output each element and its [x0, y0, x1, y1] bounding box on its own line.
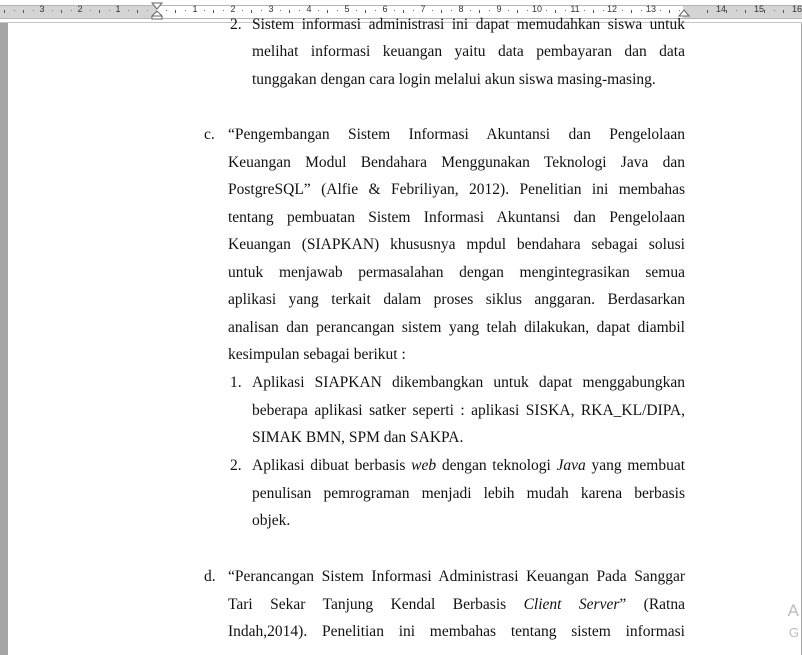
ruler-tick [593, 10, 594, 13]
ruler-tick [280, 10, 281, 11]
list-number: 2. [230, 457, 242, 474]
side-letter: G [788, 625, 799, 640]
ruler-number: 16 [791, 4, 802, 14]
ruler-tick [527, 10, 528, 11]
ruler-tick [337, 10, 338, 11]
ruler-tick [451, 10, 452, 11]
ruler-number: 8 [458, 4, 464, 14]
ruler-number: 1 [115, 4, 121, 14]
ruler-tick [23, 10, 24, 13]
ruler-tick [61, 10, 62, 13]
ruler-tick [185, 10, 186, 11]
ruler-number: 5 [344, 4, 350, 14]
ruler-number: 7 [420, 4, 426, 14]
left-gutter [0, 23, 8, 655]
ruler-number: 9 [496, 4, 502, 14]
paragraph-line: melihat informasi keuangan yaitu data pembayaran dan data [252, 43, 685, 60]
ruler-tick [736, 10, 737, 11]
ruler-tick [764, 10, 765, 13]
ruler-tick [584, 10, 585, 11]
ruler-number: 14 [715, 4, 727, 14]
ruler-tick [71, 10, 72, 11]
paragraph-line [252, 456, 685, 476]
ruler-tick [508, 10, 509, 11]
paragraph-line: aplikasi yang terkait dalam proses siklus anggaran. Berdasarkan [228, 291, 685, 308]
paragraph-line: “Pengembangan Sistem Informasi Akuntansi dan Pengelolaan [228, 126, 685, 143]
ruler-number: 12 [606, 4, 618, 14]
ruler-tick [213, 10, 214, 13]
ruler-tick [403, 10, 404, 13]
ruler-tick [603, 10, 604, 11]
ruler-tick [204, 10, 205, 11]
side-letter: A [787, 601, 799, 620]
paragraph-line: kesimpulan sebagai berikut : [228, 346, 406, 363]
paragraph-line: penulisan pemrograman menjadi lebih mudah karena berbasis [252, 485, 685, 502]
ruler-tick [555, 10, 556, 13]
ruler-tick [707, 10, 708, 13]
ruler-tick [251, 10, 252, 13]
ruler-number: 6 [382, 4, 388, 14]
ruler-tick [175, 10, 176, 13]
paragraph-line: tunggakan dengan cara login melalui akun siswa masing-masing. [252, 71, 656, 88]
ruler-tick [375, 10, 376, 11]
ruler-tick [565, 10, 566, 11]
list-number: 1. [230, 374, 242, 391]
ruler-tick [90, 10, 91, 11]
document-page[interactable] [8, 16, 801, 655]
ruler-tick [517, 10, 518, 13]
paragraph-line: Indah,2014). Penelitian ini membahas tentang sistem informasi [228, 623, 685, 640]
ruler-tick [261, 10, 262, 11]
ruler-tick [223, 10, 224, 11]
ruler-tick [52, 10, 53, 11]
ruler-number: 10 [531, 4, 543, 14]
paragraph-line: Sistem informasi administrasi ini dapat memudahkan siswa untuk [252, 16, 685, 33]
ruler-tick [470, 10, 471, 11]
ruler-tick [109, 10, 110, 11]
ruler-number: 1 [192, 4, 198, 14]
ruler-tick [365, 10, 366, 13]
ruler-tick [242, 10, 243, 11]
paragraph-line [228, 595, 685, 615]
ruler-tick [4, 10, 5, 13]
ruler-tick [413, 10, 414, 11]
text-run: dengan teknologi [436, 457, 557, 474]
ruler-tick [774, 10, 775, 11]
text-run-italic: Java [556, 457, 586, 474]
ruler-tick [147, 10, 148, 11]
ruler-tick [641, 10, 642, 11]
ruler-tick [783, 10, 784, 13]
ruler-tick [631, 10, 632, 13]
ruler-tick [660, 10, 661, 11]
paragraph-line: SIMAK BMN, SPM dan SAKPA. [252, 429, 464, 446]
ruler-number: 15 [753, 4, 765, 14]
paragraph-line: beberapa aplikasi satker seperti : aplikasi SISKA, RKA_KL/DIPA, [252, 402, 685, 419]
ruler-tick [33, 10, 34, 11]
ruler-number: 4 [306, 4, 312, 14]
paragraph-line: analisan dan perancangan sistem yang telah dilakukan, dapat diambil [228, 318, 685, 336]
ruler-tick [726, 10, 727, 13]
ruler-number: 3 [268, 4, 274, 14]
paragraph-line: PostgreSQL” (Alfie & Febriliyan, 2012). Penelitian ini membahas [228, 181, 685, 198]
ruler-tick [745, 10, 746, 13]
ruler-tick [441, 10, 442, 13]
ruler-number: 13 [645, 4, 657, 14]
ruler-tick [166, 10, 167, 11]
paragraph-line: objek. [252, 512, 291, 529]
ruler-tick [299, 10, 300, 11]
left-indent-marker-icon[interactable] [151, 2, 163, 20]
ruler-tick [289, 10, 290, 13]
ruler-tick [14, 10, 15, 11]
text-run: Tari Sekar Tanjung Kendal Berbasis [228, 596, 524, 613]
text-run: ” (Ratna [619, 596, 685, 613]
ruler-tick [489, 10, 490, 11]
text-run-italic: Client Server [523, 596, 620, 613]
ruler-number: 3 [39, 4, 45, 14]
ruler-tick [356, 10, 357, 11]
paragraph-line: Keuangan Modul Bendahara Menggunakan Teknologi Java dan [228, 153, 685, 171]
list-marker: d. [204, 568, 216, 585]
text-run: Aplikasi dibuat berbasis [252, 457, 412, 474]
ruler-tick [99, 10, 100, 13]
list-marker: c. [204, 126, 215, 143]
paragraph-line: tentang pembuatan Sistem Informasi Akuntansi dan Pengelolaan [228, 208, 685, 226]
ruler-tick [318, 10, 319, 11]
ruler-tick [327, 10, 328, 13]
paragraph-line: Keuangan (SIAPKAN) khususnya mpdul bendahara sebagai solusi [228, 236, 685, 253]
ruler-tick [137, 10, 138, 13]
ruler-number: 11 [570, 4, 580, 14]
ruler-number: 2 [230, 4, 236, 14]
ruler-tick [479, 10, 480, 13]
ruler-tick [546, 10, 547, 11]
text-run-italic: web [411, 457, 437, 474]
text-run: yang membuat [585, 457, 685, 474]
ruler-tick [622, 10, 623, 11]
paragraph-line: untuk menjawab permasalahan dengan mengintegrasikan semua [228, 263, 685, 281]
list-number: 2. [230, 16, 242, 33]
ruler-tick [128, 10, 129, 11]
ruler-tick [432, 10, 433, 11]
ruler-number: 2 [77, 4, 83, 14]
ruler-tick [669, 10, 670, 13]
ruler-tick [394, 10, 395, 11]
paragraph-line: “Perancangan Sistem Informasi Administrasi Keuangan Pada Sanggar [228, 568, 685, 585]
paragraph-line: Aplikasi SIAPKAN dikembangkan untuk dapat menggabungkan [252, 374, 685, 391]
